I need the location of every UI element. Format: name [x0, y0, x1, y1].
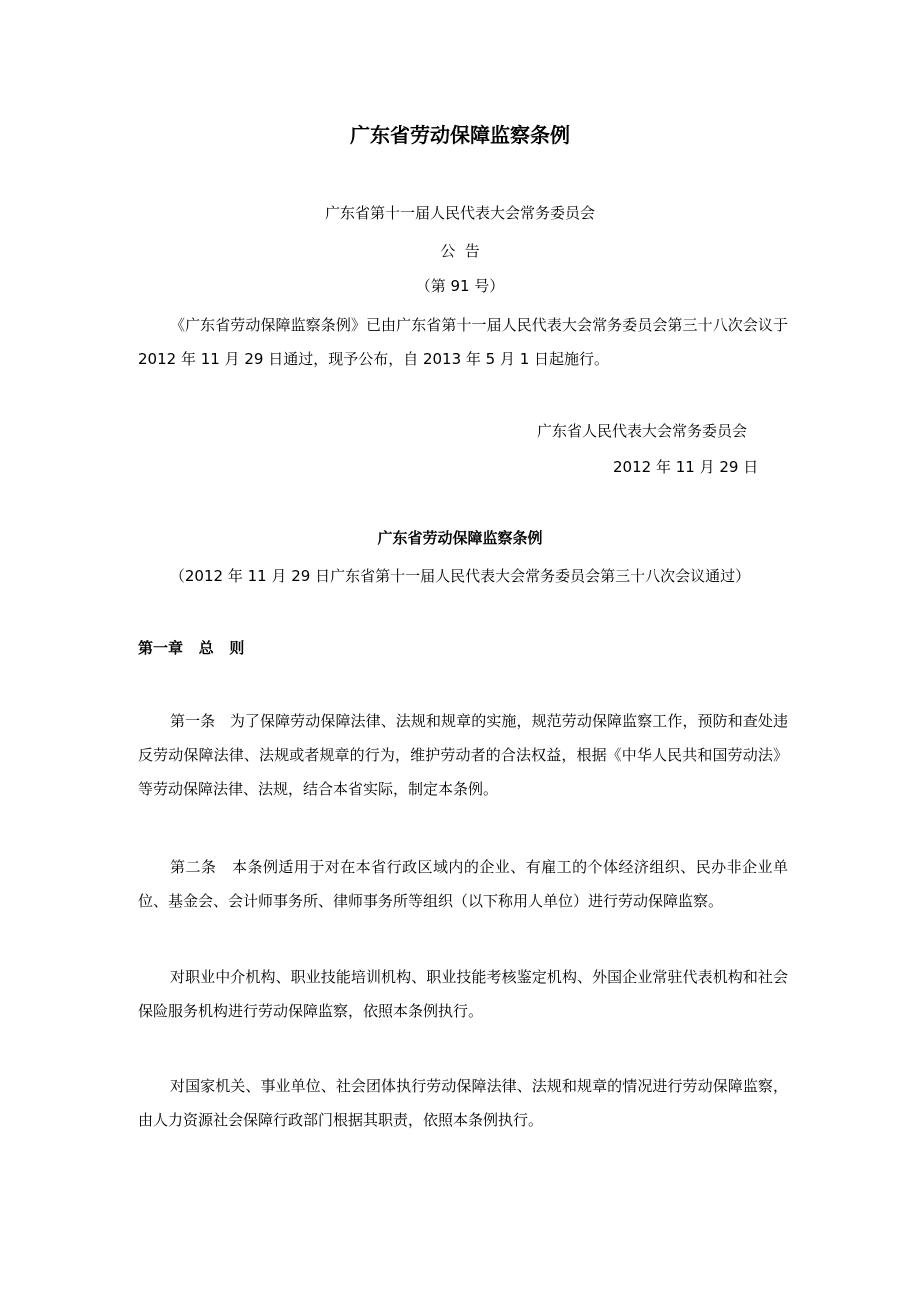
- document-main-title: 广东省劳动保障监察条例: [350, 123, 570, 147]
- article-2-paragraph-2: 对职业中介机构、职业技能培训机构、职业技能考核鉴定机构、外国企业常驻代表机构和社会保险服务机构进行劳动保障监察，依照本条例执行。: [138, 968, 788, 1020]
- announcement-body: 《广东省劳动保障监察条例》已由广东省第十一届人民代表大会常务委员会第三十八次会议于 2012 年 11 月 29 日通过，现予公布，自 2013 年 5 月 1 日起施行。: [138, 316, 788, 368]
- article-1: 第一条 为了保障劳动保障法律、法规和规章的实施，规范劳动保障监察工作，预防和查处违反劳动保障法律、法规或者规章的行为，维护劳动者的合法权益，根据《中华人民共和国劳动法》等劳动保障法律、法规，结合本省实际，制定本条例。: [138, 712, 788, 798]
- regulation-title: 广东省劳动保障监察条例: [377, 529, 543, 547]
- chapter-heading: 第一章 总 则: [138, 639, 245, 657]
- article-2: 第二条 本条例适用于对在本省行政区域内的企业、有雇工的个体经济组织、民办非企业单位、基金会、会计师事务所、律师事务所等组织（以下称用人单位）进行劳动保障监察。: [138, 858, 788, 910]
- regulation-subtitle: （2012 年 11 月 29 日广东省第十一届人民代表大会常务委员会第三十八次会议通过）: [169, 567, 751, 585]
- announcement-issuer: 广东省第十一届人民代表大会常务委员会: [324, 204, 595, 222]
- announcement-label: 公 告: [440, 242, 480, 260]
- article-2-paragraph-3: 对国家机关、事业单位、社会团体执行劳动保障法律、法规和规章的情况进行劳动保障监察，由人力资源社会保障行政部门根据其职责，依照本条例执行。: [138, 1077, 788, 1129]
- announcement-date: 2012 年 11 月 29 日: [613, 458, 759, 476]
- announcement-signature: 广东省人民代表大会常务委员会: [537, 422, 748, 440]
- announcement-number: （第 91 号）: [415, 277, 505, 295]
